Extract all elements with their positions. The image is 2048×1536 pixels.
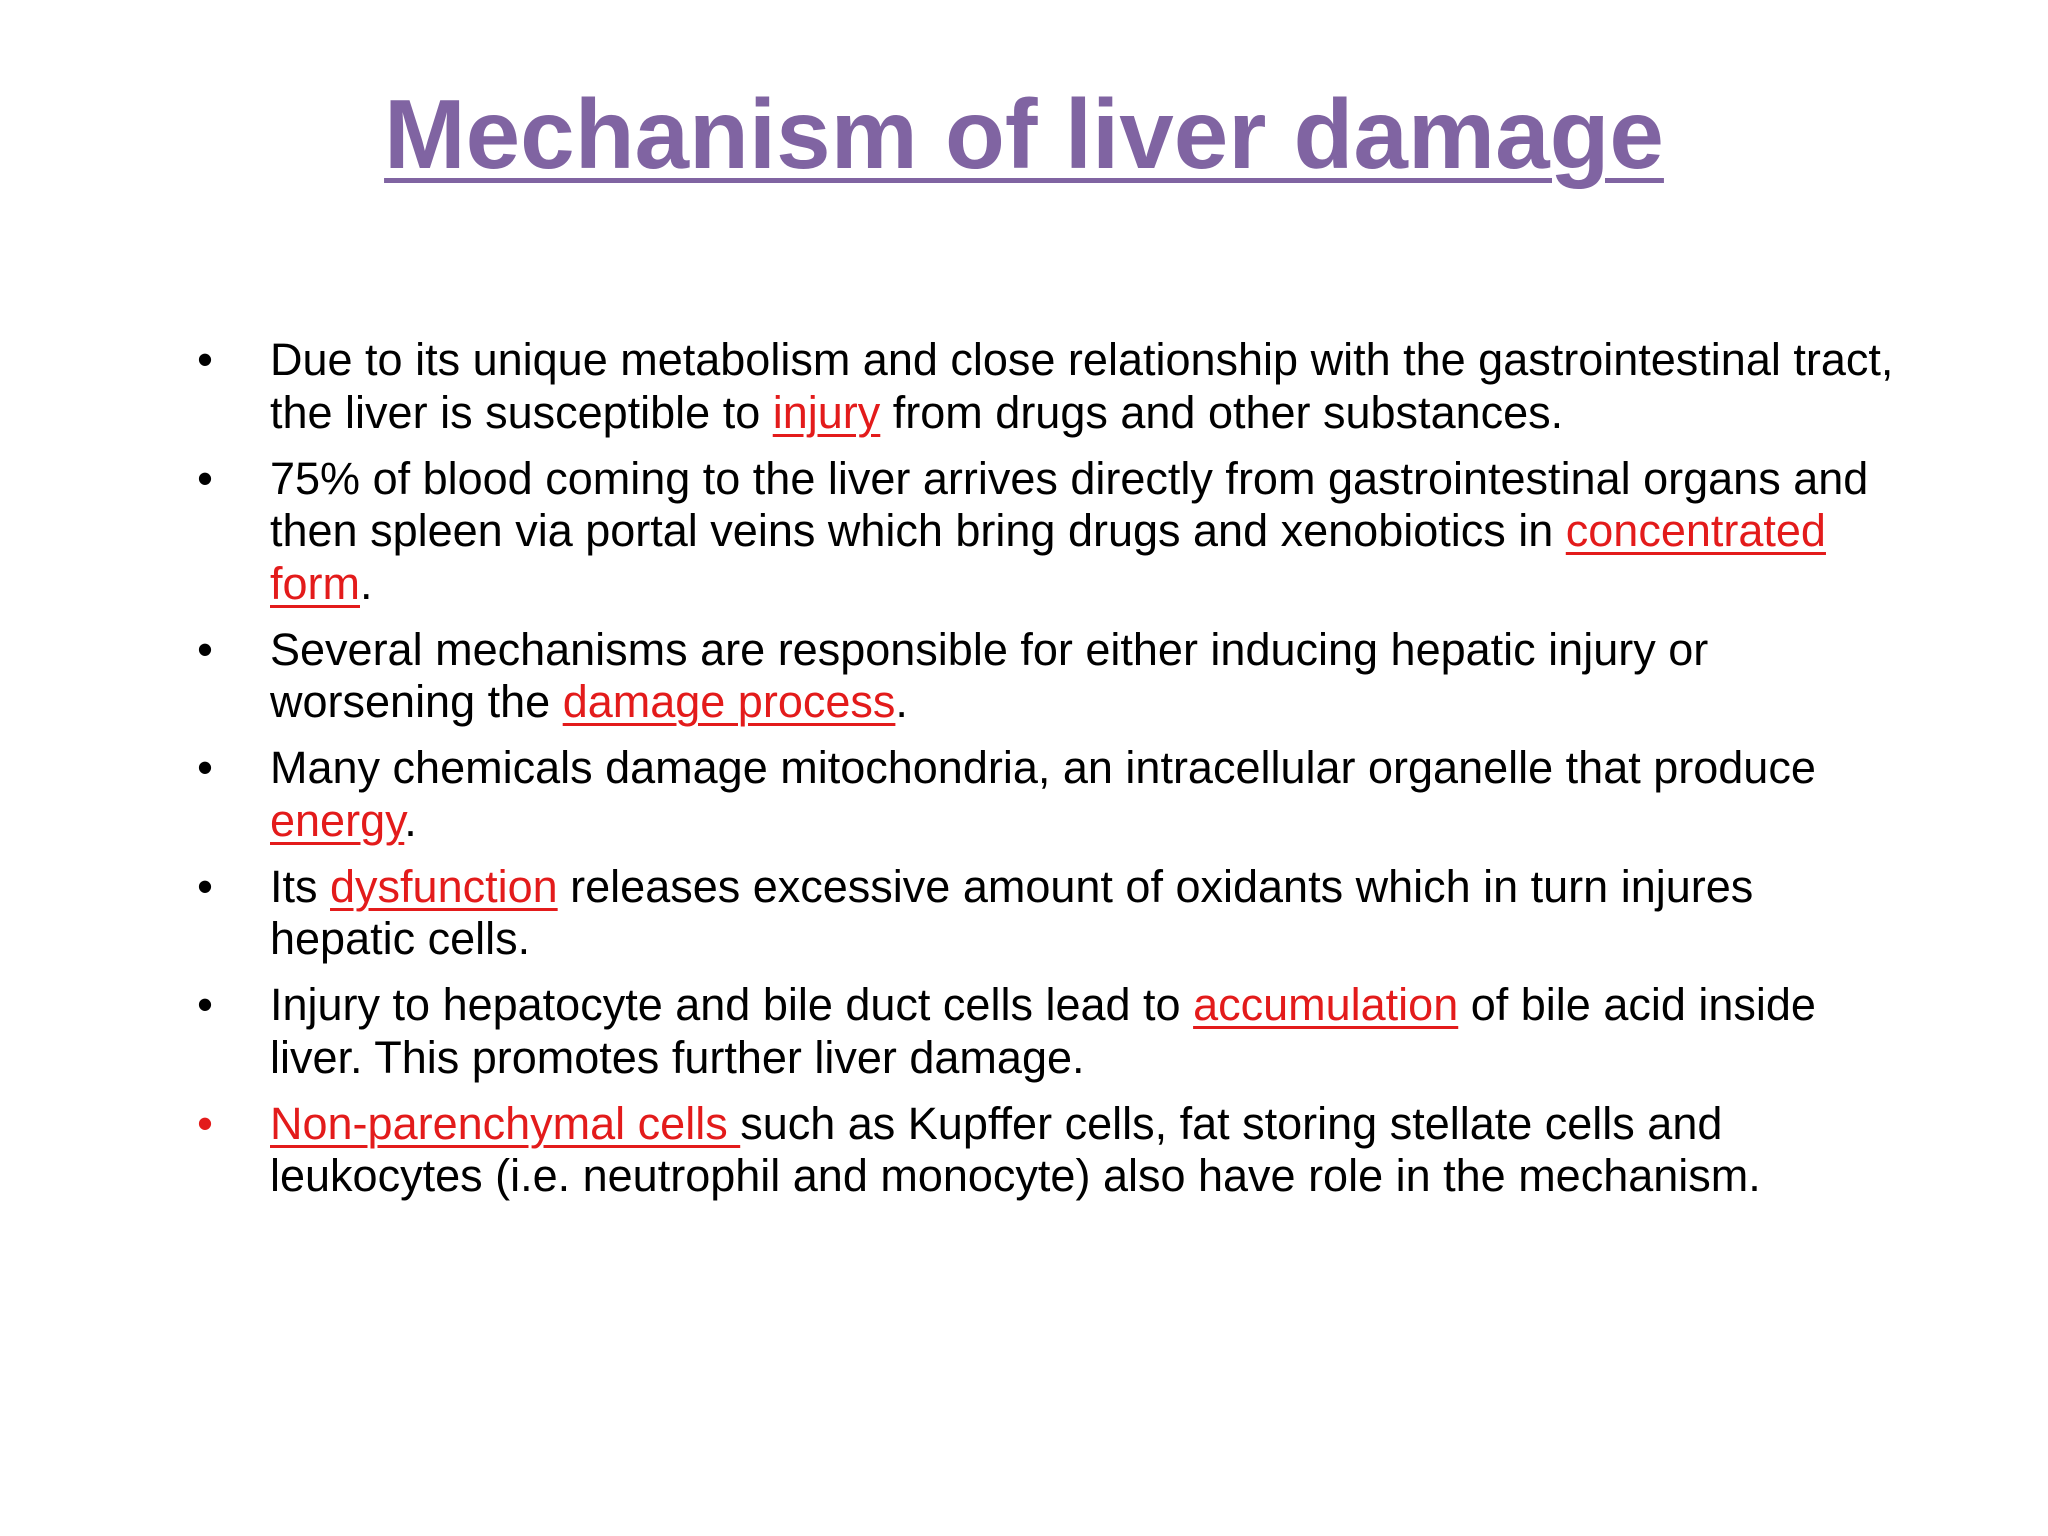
highlight-term: Non-parenchymal cells [270, 1097, 741, 1149]
highlight-term: accumulation [1193, 979, 1459, 1030]
bullet-text: Due to its unique metabolism and close relationship with the gastrointestinal tract, the liver is susceptible to [270, 334, 1894, 438]
bullet-item [190, 861, 1910, 966]
bullet-text: releases excessive amount of oxidants which in turn injures hepatic cells. [270, 860, 1754, 964]
bullet-dot-icon: • [197, 742, 213, 793]
bullet-text: . [895, 676, 908, 727]
bullet-item [190, 624, 1910, 729]
bullet-list [190, 334, 1910, 1216]
bullet-text: 75% of blood coming to the liver arrives directly from gastrointestinal organs and then spleen via portal veins which bring drugs and xenobiotics in [270, 452, 1869, 556]
slide-title-text: Mechanism of liver damage [384, 79, 1664, 189]
bullet-text: of bile acid inside liver. This promotes further liver damage. [270, 979, 1816, 1083]
highlight-term: concentrated form [270, 505, 1826, 609]
highlight-term: injury [772, 386, 881, 438]
bullet-item [190, 742, 1910, 847]
bullet-item [190, 979, 1910, 1084]
bullet-item [190, 334, 1910, 439]
bullet-dot-icon: • [197, 334, 213, 385]
bullet-item [190, 1098, 1910, 1203]
bullet-dot-icon: • [197, 623, 213, 675]
bullet-text: . [404, 794, 417, 846]
bullet-dot-icon: • [197, 860, 213, 912]
bullet-text: Several mechanisms are responsible for either inducing hepatic injury or worsening the [270, 623, 1709, 727]
highlight-term: damage process [562, 676, 896, 727]
bullet-text: . [360, 557, 373, 609]
slide-title [0, 78, 2048, 190]
bullet-text: Injury to hepatocyte and bile duct cells lead to [270, 979, 1194, 1030]
bullet-dot-icon: • [197, 1097, 213, 1149]
highlight-term: energy [270, 794, 405, 846]
bullet-text: from drugs and other substances. [880, 386, 1564, 438]
bullet-text: Many chemicals damage mitochondria, an intracellular organelle that produce [270, 742, 1816, 793]
bullet-item [190, 453, 1910, 611]
bullet-dot-icon: • [197, 979, 213, 1030]
bullet-text: Its [270, 860, 331, 912]
bullet-dot-icon: • [197, 452, 213, 504]
highlight-term: dysfunction [330, 860, 558, 912]
bullet-text: such as Kupffer cells, fat storing stellate cells and leukocytes (i.e. neutrophil and monocyte) also have role in the mechanism. [270, 1097, 1761, 1201]
